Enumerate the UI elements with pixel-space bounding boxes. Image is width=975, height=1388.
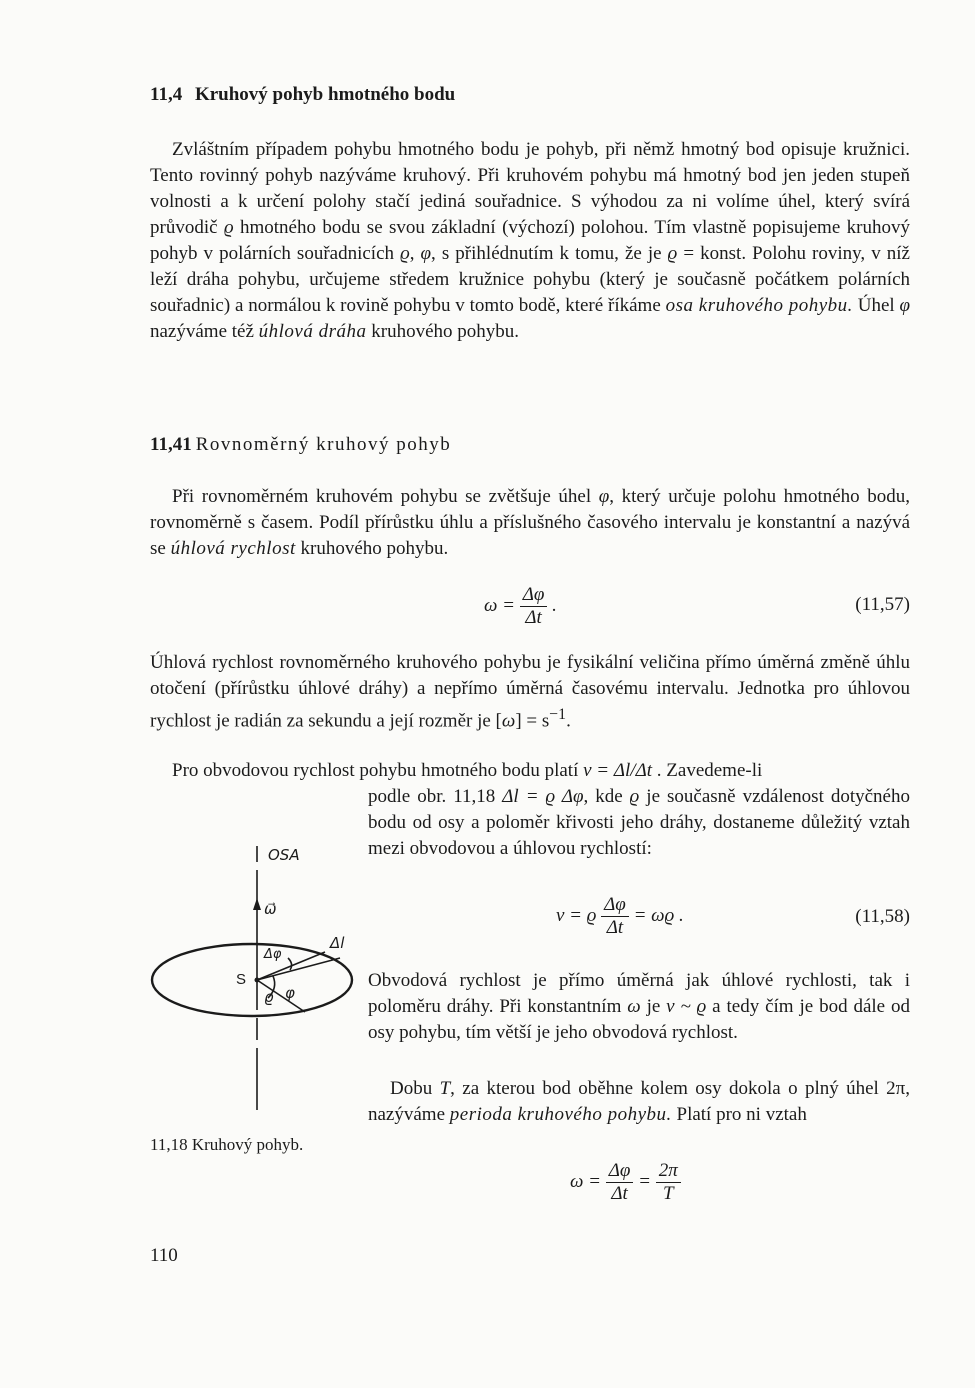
text: ,	[409, 243, 421, 264]
center-point	[255, 978, 260, 983]
text: Úhlová rychlost rovnoměrného kruhového pohybu je fysikální veličina přímo úměrná změně úhlu otočení (přírůstku úhlové dráhy) a nepřímo úměrná časovému intervalu. Jednotka pro úhlovou rychlost je radián za sekundu a její rozměr je [	[150, 652, 910, 732]
text: .	[566, 710, 571, 732]
subsection-heading	[150, 434, 451, 456]
paragraph-period	[368, 1076, 910, 1128]
dphi-label: Δφ	[264, 947, 282, 962]
symbol-omega: ω	[627, 996, 641, 1017]
text: a tedy čím je bod dále od osy pohybu, tím větší je jeho obvodová rychlost.	[368, 996, 910, 1043]
intro-paragraph	[150, 137, 910, 345]
text: Platí pro ni vztah	[671, 1104, 807, 1125]
text: Úhel	[852, 295, 900, 316]
axis-label: OSA	[268, 846, 300, 864]
page-number: 110	[150, 1245, 178, 1266]
phi-label: φ	[285, 984, 295, 1002]
symbol-period: T	[439, 1078, 451, 1099]
equation-rhs: = ωϱ .	[633, 904, 684, 926]
subsection-number: 11,41	[150, 434, 192, 455]
denominator: Δt	[525, 607, 542, 628]
paragraph-angular-velocity	[150, 650, 910, 734]
text: Dobu	[390, 1078, 440, 1099]
numerator: Δφ	[606, 1160, 634, 1183]
text: podle obr. 11,18	[368, 786, 503, 807]
equation-period	[570, 1160, 681, 1205]
text: , s přihlédnutím k tomu, že je	[431, 243, 668, 264]
figure-circular-motion	[140, 830, 370, 1115]
equation-tail: .	[552, 594, 557, 616]
section-heading	[150, 84, 455, 106]
term-angular-velocity: úhlová rychlost	[170, 538, 296, 559]
fraction	[606, 1160, 634, 1205]
symbol-rho: ϱ	[667, 243, 678, 264]
text: = konst. Polohu roviny, v níž leží dráha pohybu, určujeme středem kružnice pohybu (který je současně počátkem polárních souřadnic) a normálou k rovině pohybu v tomto bodě, které říkáme	[150, 243, 910, 316]
text: hmotného bodu se svou základní (výchozí) polohou. Tím vlastně popisujeme kruhový pohyb v polárních souřadnicích	[150, 217, 910, 264]
equation-lhs: ω =	[570, 1170, 601, 1192]
equation-number: (11,58)	[855, 906, 910, 927]
paragraph-proportionality	[368, 968, 910, 1046]
text: , který určuje polohu hmotného bodu, rovnoměrně s časem. Podíl přírůstku úhlu a příslušného časového intervalu je konstantní a nazývá se	[150, 486, 910, 559]
section-title: Kruhový pohyb hmotného bodu	[194, 84, 456, 105]
text: , za kterou bod oběhne kolem osy dokola o plný úhel 2π, nazýváme	[368, 1078, 910, 1125]
equals: =	[638, 1170, 651, 1192]
numerator: Δφ	[520, 584, 548, 607]
formula-v: v = Δl/Δt	[583, 760, 653, 781]
text: kruhového pohybu.	[366, 321, 520, 342]
fraction	[520, 584, 548, 629]
denominator: T	[662, 1183, 674, 1204]
orbit-ellipse	[152, 944, 352, 1016]
fraction	[601, 894, 629, 939]
center-label: S	[236, 971, 247, 988]
angle-arc-dphi	[288, 958, 292, 970]
equation-number: (11,57)	[855, 594, 910, 615]
section-number: 11,4	[150, 84, 183, 105]
exponent: −1	[549, 706, 567, 723]
paragraph-circumferential-speed	[150, 758, 910, 784]
figure-caption: 11,18 Kruhový pohyb.	[150, 1135, 304, 1154]
paragraph-uniform-motion	[150, 484, 910, 562]
numerator: Δφ	[601, 894, 629, 917]
equation-lhs: ω =	[484, 594, 515, 616]
symbol-rho: ϱ	[223, 217, 234, 238]
symbol-phi: φ	[420, 243, 432, 264]
text: . Zavedeme-li	[652, 760, 763, 781]
paragraph-derivation	[368, 784, 910, 862]
fraction	[656, 1160, 681, 1205]
axis-arrowhead	[253, 898, 261, 910]
symbol-phi: φ	[899, 295, 910, 316]
subsection-title: Rovnoměrný kruhový pohyb	[195, 434, 452, 455]
text: Při rovnoměrném kruhovém pohybu se zvětšuje úhel	[172, 486, 599, 507]
symbol-rho: ϱ	[400, 243, 410, 264]
text: Pro obvodovou rychlost pohybu hmotného bodu platí	[172, 760, 584, 781]
formula-proportional: v ~ ϱ	[666, 996, 707, 1017]
text: je	[640, 996, 667, 1017]
symbol-omega: ω	[501, 710, 516, 732]
term-axis: osa kruhového pohybu.	[665, 295, 853, 316]
denominator: Δt	[611, 1183, 628, 1204]
text: je současně vzdálenost dotyčného bodu od osy a poloměr křivosti jeho dráhy, dostaneme důležitý vztah mezi obvodovou a úhlovou rychlostí:	[368, 786, 910, 859]
numerator: 2π	[656, 1160, 681, 1183]
denominator: Δt	[606, 917, 624, 938]
text: , kde	[583, 786, 630, 807]
text: kruhového pohybu.	[295, 538, 449, 559]
symbol-phi: φ	[598, 486, 610, 507]
rho-label: ϱ	[264, 988, 274, 1006]
equation-11-57	[484, 584, 557, 629]
symbol-rho: ϱ	[629, 786, 640, 807]
term-period: perioda kruhového pohybu.	[449, 1104, 672, 1125]
equation-lhs: v = ϱ	[556, 904, 597, 926]
term-angular-path: úhlová dráha	[258, 321, 367, 342]
text: nazýváme též	[150, 321, 259, 342]
text: Zvláštním případem pohybu hmotného bodu je pohyb, při němž hmotný bod opisuje kružnici. Tento rovinný pohyb nazýváme kruhový. Při kruhovém pohybu má hmotný bod jen jeden stupeň volnosti a k určení polohy stačí jediná souřadnice. S výhodou za ni volíme úhel, který svírá průvodič	[150, 139, 910, 238]
text: Obvodová rychlost je přímo úměrná jak úhlové rychlosti, tak i poloměru dráhy. Při konstantním	[368, 970, 910, 1017]
formula-dl: Δl = ϱ Δφ	[502, 786, 584, 807]
text: ] = s	[515, 710, 550, 732]
omega-label: ω⃗	[264, 900, 277, 918]
equation-11-58	[556, 894, 684, 939]
dl-label: Δl	[330, 934, 345, 952]
